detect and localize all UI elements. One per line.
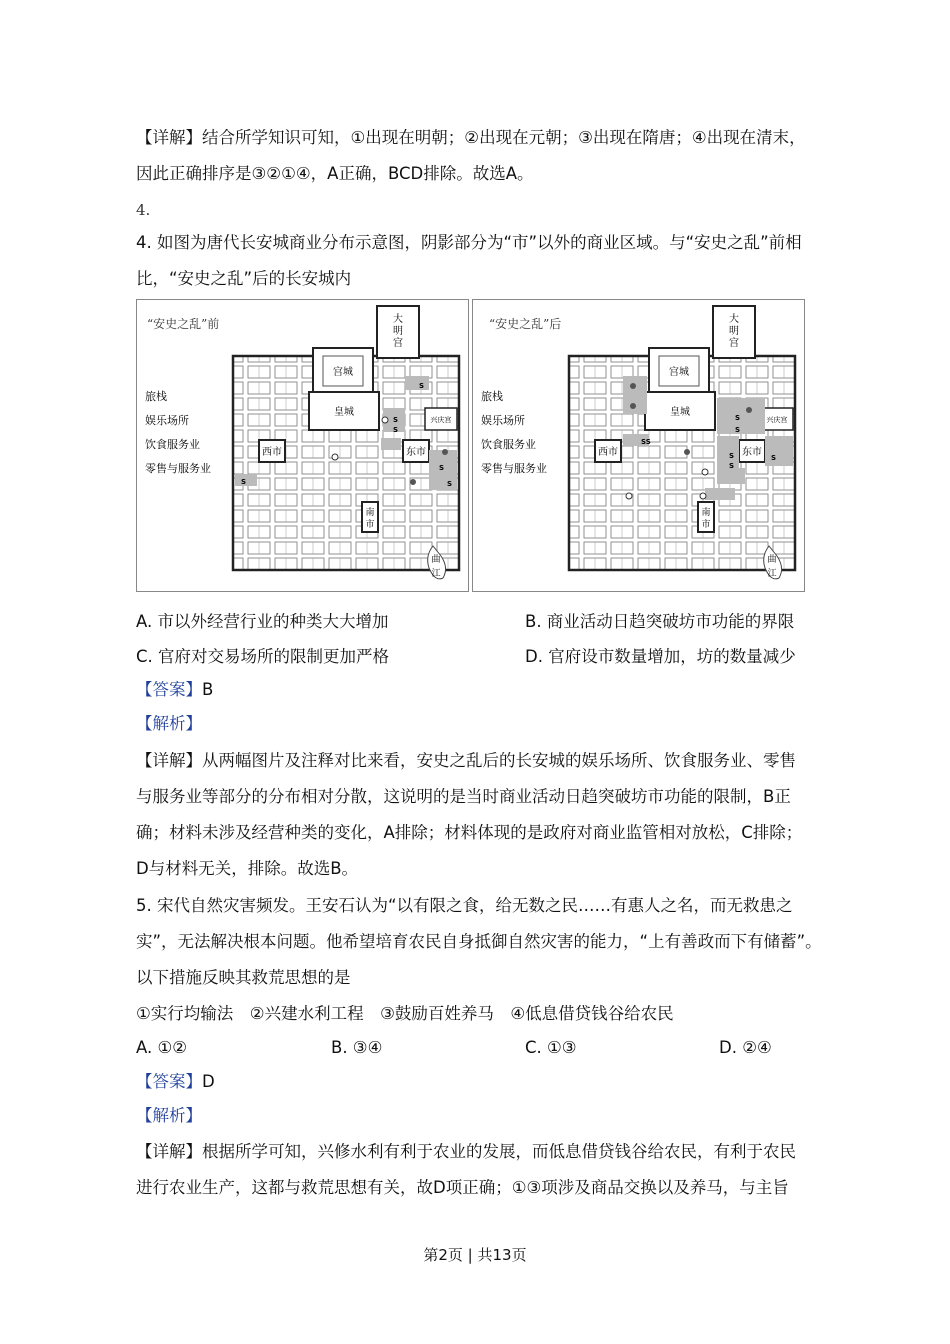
q5-detail-line2: 进行农业生产，这都与救荒思想有关，故D项正确；①③项涉及商品交换以及养马，与主旨 xyxy=(136,1178,789,1197)
q5-stem-line1: 5. 宋代自然灾害频发。王安石认为“以有限之食，给无数之民……有惠人之名，而无救患之 xyxy=(136,896,793,915)
q4-answer xyxy=(136,679,213,701)
answer-value: D xyxy=(202,1072,215,1091)
xishi-label: 西市 xyxy=(262,447,282,458)
daming-char2: 明 xyxy=(729,326,739,337)
q5-items: ①实行均输法 ②兴建水利工程 ③鼓励百姓养马 ④低息借贷钱谷给农民 xyxy=(136,1004,674,1023)
qujiang-char1: 曲 xyxy=(767,555,777,565)
qujiang-char1: 曲 xyxy=(431,555,441,565)
map-title: “安史之乱”后 xyxy=(489,317,562,331)
daming-char3: 宫 xyxy=(393,338,403,349)
dongshi-label: 东市 xyxy=(406,447,426,458)
daming-char1: 大 xyxy=(729,314,739,325)
map-after xyxy=(472,299,805,592)
nanshi-char1: 南 xyxy=(701,508,711,518)
svg-text:S: S xyxy=(735,426,741,434)
legend-food: 饮食服务业 xyxy=(145,438,200,451)
q4-option-a: A. 市以外经营行业的种类大大增加 xyxy=(136,612,389,631)
qujiang-char2: 江 xyxy=(431,569,441,579)
q4-stem-line2: 比，“安史之乱”后的长安城内 xyxy=(136,269,352,288)
q5-detail-line1: 【详解】根据所学可知，兴修水利有利于农业的发展，而低息借贷钱谷给农民，有利于农民 xyxy=(136,1142,796,1161)
xishi-label: 西市 xyxy=(598,447,618,458)
q4-option-d: D. 官府设市数量增加，坊的数量减少 xyxy=(525,647,796,666)
svg-text:S: S xyxy=(241,478,247,486)
q5-analysis-tag: 【解析】 xyxy=(136,1106,202,1125)
svg-text:S: S xyxy=(439,464,445,472)
gongcheng-label: 宫城 xyxy=(333,367,353,378)
q4-detail-line2: 与服务业等部分的分布相对分散，这说明的是当时商业活动日趋突破坊市功能的限制，B正 xyxy=(136,787,791,806)
daming-char1: 大 xyxy=(393,314,403,325)
q3-detail-line1: 【详解】结合所学知识可知，①出现在明朝；②出现在元朝；③出现在隋唐；④出现在清末， xyxy=(136,128,806,147)
daming-char3: 宫 xyxy=(729,338,739,349)
svg-text:SS: SS xyxy=(641,438,651,446)
svg-text:S: S xyxy=(729,452,735,460)
svg-text:S: S xyxy=(729,462,735,470)
legend-entertain: 娱乐场所 xyxy=(145,414,189,427)
q5-option-d: D. ②④ xyxy=(719,1038,772,1057)
q5-option-b: B. ③④ xyxy=(331,1038,383,1057)
q4-option-b: B. 商业活动日趋突破坊市功能的界限 xyxy=(525,612,795,631)
xingqing-label: 兴庆宫 xyxy=(430,416,452,424)
map-before xyxy=(136,299,469,592)
answer-tag: 【答案】 xyxy=(136,680,202,699)
legend-retail: 零售与服务业 xyxy=(145,462,211,475)
q5-stem-line3: 以下措施反映其救荒思想的是 xyxy=(136,968,351,987)
xingqing-label: 兴庆宫 xyxy=(766,416,788,424)
svg-text:S: S xyxy=(735,414,741,422)
q5-answer xyxy=(136,1071,215,1093)
map-title: “安史之乱”前 xyxy=(147,317,220,331)
q4-stem-line1: 4. 如图为唐代长安城商业分布示意图，阴影部分为“市”以外的商业区域。与“安史之乱”前相 xyxy=(136,233,802,252)
svg-text:S: S xyxy=(419,382,425,390)
page-footer: 第2页 | 共13页 xyxy=(423,1246,527,1264)
q4-detail-line1: 【详解】从两幅图片及注释对比来看，安史之乱后的长安城的娱乐场所、饮食服务业、零售 xyxy=(136,751,796,770)
dongshi-label: 东市 xyxy=(742,447,762,458)
legend-entertain: 娱乐场所 xyxy=(481,414,525,427)
svg-text:S: S xyxy=(447,480,453,488)
svg-text:S: S xyxy=(393,426,399,434)
nanshi-char2: 市 xyxy=(365,520,375,530)
nanshi-char1: 南 xyxy=(365,508,375,518)
q3-detail-line2: 因此正确排序是③②①④，A正确，BCD排除。故选A。 xyxy=(136,164,534,183)
legend-retail: 零售与服务业 xyxy=(481,462,547,475)
svg-text:S: S xyxy=(771,454,777,462)
huangcheng-label: 皇城 xyxy=(670,407,690,418)
legend-inn: 旅栈 xyxy=(481,390,503,403)
map-before-figure xyxy=(137,300,468,591)
gongcheng-label: 宫城 xyxy=(669,367,689,378)
stray-number: 4. xyxy=(136,201,151,219)
legend-inn: 旅栈 xyxy=(145,390,167,403)
huangcheng-label: 皇城 xyxy=(334,407,354,418)
answer-value: B xyxy=(202,680,214,699)
q4-option-c: C. 官府对交易场所的限制更加严格 xyxy=(136,647,390,666)
q5-stem-line2: 实”，无法解决根本问题。他希望培育农民自身抵御自然灾害的能力，“上有善政而下有储蓄”。 xyxy=(136,932,822,951)
nanshi-char2: 市 xyxy=(701,520,711,530)
q4-detail-line4: D与材料无关，排除。故选B。 xyxy=(136,859,359,878)
q4-detail-line3: 确；材料未涉及经营种类的变化，A排除；材料体现的是政府对商业监管相对放松，C排除； xyxy=(136,823,803,842)
daming-char2: 明 xyxy=(393,326,403,337)
q4-analysis-tag: 【解析】 xyxy=(136,714,202,733)
legend-food: 饮食服务业 xyxy=(481,438,536,451)
q5-option-c: C. ①③ xyxy=(525,1038,577,1057)
answer-tag: 【答案】 xyxy=(136,1072,202,1091)
map-after-figure xyxy=(473,300,804,591)
q5-option-a: A. ①② xyxy=(136,1038,188,1057)
svg-text:S: S xyxy=(393,416,399,424)
qujiang-char2: 江 xyxy=(767,569,777,579)
